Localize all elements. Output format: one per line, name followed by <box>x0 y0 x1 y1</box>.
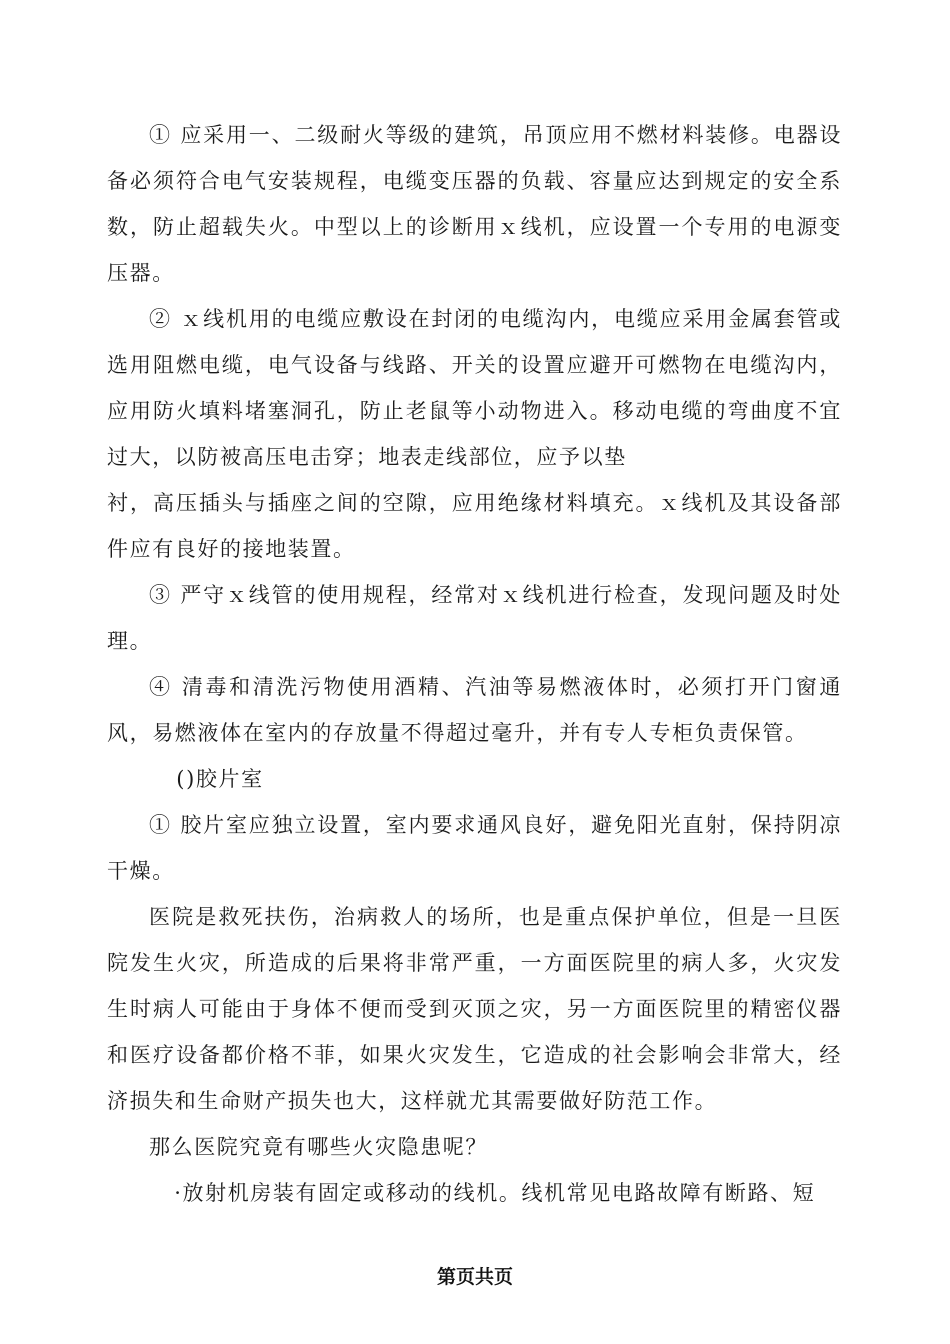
section-heading-film-room: ()胶片室 <box>176 767 264 791</box>
paragraph-8: 那么医院究竟有哪些火灾隐患呢？ <box>149 1135 488 1159</box>
paragraph-6: ① 胶片室应独立设置，室内要求通风良好，避免阳光直射，保持阴凉干燥。 <box>107 813 842 883</box>
paragraph-1: ① 应采用一、二级耐火等级的建筑，吊顶应用不燃材料装修。电器设备必须符合电气安装规程，电缆变压器的负载、容量应达到规定的安全系数，防止超载失火。中型以上的诊断用ｘ线机，应设置一个专用的电源变压器。 <box>107 123 842 285</box>
paragraph-5: ④ 清毒和清洗污物使用酒精、汽油等易燃液体时，必须打开门窗通风，易燃液体在室内的存放量不得超过毫升，并有专人专柜负责保管。 <box>107 675 842 745</box>
document-body <box>107 112 842 1216</box>
paragraph-4: ③ 严守ｘ线管的使用规程，经常对ｘ线机进行检查，发现问题及时处理。 <box>107 583 842 653</box>
bullet-paragraph: ·放射机房装有固定或移动的线机。线机常见电路故障有断路、短 <box>174 1181 816 1205</box>
paragraph-3: 衬，高压插头与插座之间的空隙，应用绝缘材料填充。ｘ线机及其设备部件应有良好的接地装置。 <box>107 491 842 561</box>
paragraph-7: 医院是救死扶伤，治病救人的场所，也是重点保护单位，但是一旦医院发生火灾，所造成的后果将非常严重，一方面医院里的病人多，火灾发生时病人可能由于身体不便而受到灭顶之灾，另一方面医院里的精密仪器和医疗设备都价格不菲，如果火灾发生，它造成的社会影响会非常大，经济损失和生命财产损失也大，这样就尤其需要做好防范工作。 <box>107 905 842 1113</box>
page-footer: 第页共页 <box>436 1266 513 1288</box>
paragraph-2: ② ｘ线机用的电缆应敷设在封闭的电缆沟内，电缆应采用金属套管或选用阻燃电缆，电气设备与线路、开关的设置应避开可燃物在电缆沟内，应用防火填料堵塞洞孔，防止老鼠等小动物进入。移动电缆的弯曲度不宜过大，以防被高压电击穿；地表走线部位，应予以垫 <box>107 307 842 469</box>
